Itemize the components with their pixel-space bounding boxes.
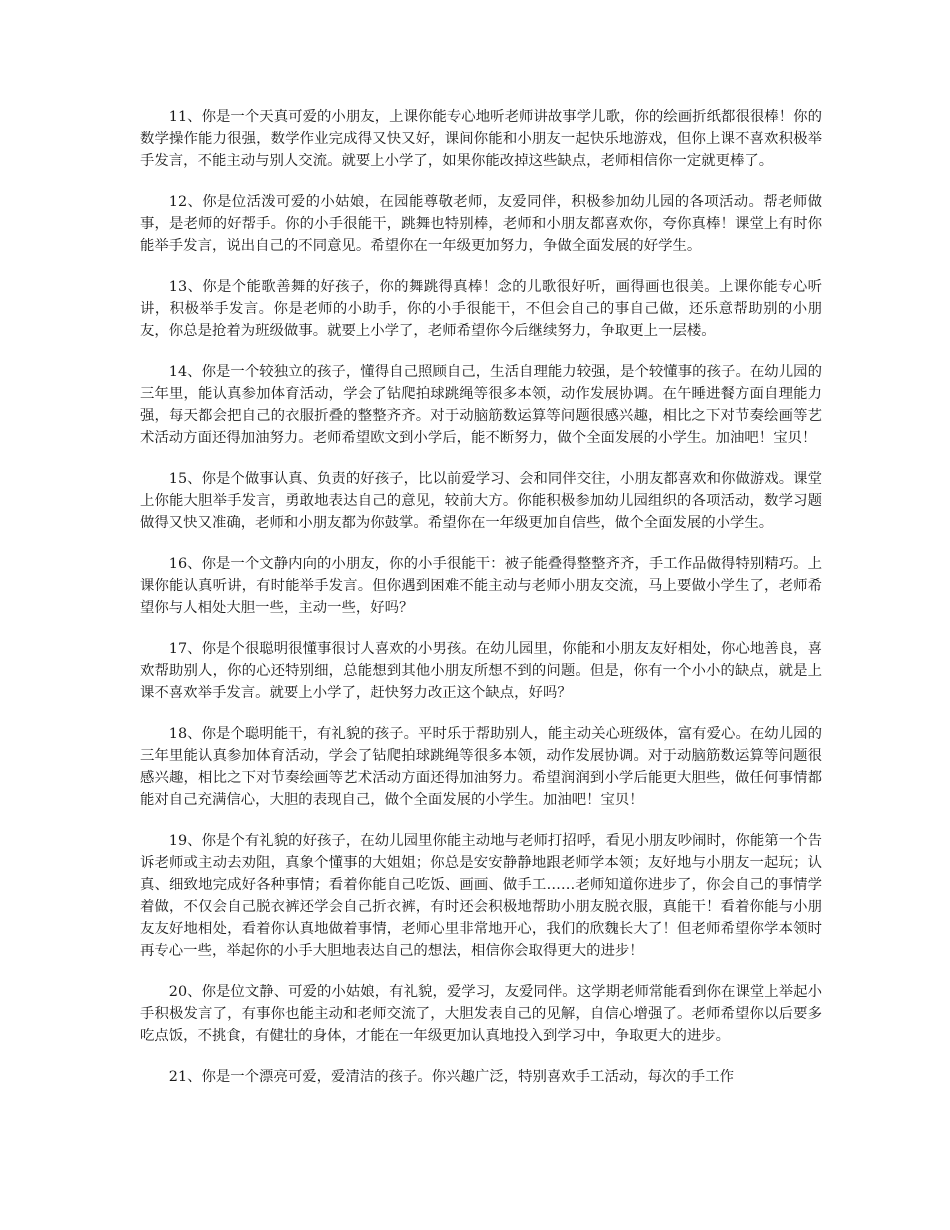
comment-paragraph-18: 18、你是个聪明能干，有礼貌的孩子。平时乐于帮助别人，能主动关心班级体，富有爱心。在幼儿园的三年里能认真参加体育活动，学会了钻爬拍球跳绳等很多本领，动作发展协调。对于动脑筋数运算等问题很感兴趣，相比之下对节奏绘画等艺术活动方面还得加油努力。希望润润到小学后能更大胆些，做任何事情都能对自己充满信心，大胆的表现自己，做个全面发展的小学生。加油吧！宝贝！ bbox=[140, 726, 822, 808]
comment-paragraph-14: 14、你是一个较独立的孩子，懂得自己照顾自己，生活自理能力较强，是个较懂事的孩子。在幼儿园的三年里，能认真参加体育活动，学会了钻爬拍球跳绳等很多本领，动作发展协调。在午睡进餐方面自理能力强，每天都会把自己的衣服折叠的整整齐齐。对于动脑筋数运算等问题很感兴趣，相比之下对节奏绘画等艺术活动方面还得加油努力。老师希望欧文到小学后，能不断努力，做个全面发展的小学生。加油吧！宝贝！ bbox=[140, 364, 822, 446]
comment-paragraph-12: 12、你是位活泼可爱的小姑娘，在园能尊敬老师，友爱同伴，积极参加幼儿园的各项活动。帮老师做事，是老师的好帮手。你的小手很能干，跳舞也特别棒，老师和小朋友都喜欢你，夸你真棒！课堂上有时你能举手发言，说出自己的不同意见。希望你在一年级更加努力，争做全面发展的好学生。 bbox=[140, 194, 822, 254]
comment-paragraph-16: 16、你是一个文静内向的小朋友，你的小手很能干：被子能叠得整整齐齐，手工作品做得特别精巧。上课你能认真听讲，有时能举手发言。但你遇到困难不能主动与老师小朋友交流，马上要做小学生了，老师希望你与人相处大胆一些，主动一些，好吗？ bbox=[140, 556, 822, 616]
comment-paragraph-19: 19、你是个有礼貌的好孩子，在幼儿园里你能主动地与老师打招呼，看见小朋友吵闹时，你能第一个告诉老师或主动去劝阻，真象个懂事的大姐姐；你总是安安静静地跟老师学本领；友好地与小朋友一起玩；认真、细致地完成好各种事情；看着你能自己吃饭、画画、做手工……老师知道你进步了，你会自己的事情学着做，不仅会自己脱衣裤还学会自己折衣裤，有时还会积极地帮助小朋友脱衣服，真能干！看着你能与小朋友友好地相处，看着你认真地做着事情，老师心里非常地开心，我们的欣魏长大了！但老师希望你学本领时再专心一些，举起你的小手大胆地表达自己的想法，相信你会取得更大的进步！ bbox=[140, 833, 822, 959]
comment-paragraph-15: 15、你是个做事认真、负责的好孩子，比以前爱学习、会和同伴交往，小朋友都喜欢和你做游戏。课堂上你能大胆举手发言，勇敢地表达自己的意见，较前大方。你能积极参加幼儿园组织的各项活动，数学习题做得又快又准确，老师和小朋友都为你鼓掌。希望你在一年级更加自信些，做个全面发展的小学生。 bbox=[140, 471, 822, 531]
comment-paragraph-13: 13、你是个能歌善舞的好孩子，你的舞跳得真棒！念的儿歌很好听，画得画也很美。上课你能专心听讲，积极举手发言。你是老师的小助手，你的小手很能干，不但会自己的事自己做，还乐意帮助别的小朋友，你总是抢着为班级做事。就要上小学了，老师希望你今后继续努力，争取更上一层楼。 bbox=[140, 279, 822, 339]
comment-paragraph-21: 21、你是一个漂亮可爱，爱清洁的孩子。你兴趣广泛，特别喜欢手工活动，每次的手工作 bbox=[168, 1069, 734, 1085]
document-page bbox=[140, 106, 822, 1107]
comment-paragraph-20: 20、你是位文静、可爱的小姑娘，有礼貌，爱学习，友爱同伴。这学期老师常能看到你在课堂上举起小手积极发言了，有事你也能主动和老师交流了，大胆发表自己的见解，自信心增强了。老师希望你以后要多吃点饭，不挑食，有健壮的身体，才能在一年级更加认真地投入到学习中，争取更大的进步。 bbox=[140, 984, 822, 1044]
comment-paragraph-17: 17、你是个很聪明很懂事很讨人喜欢的小男孩。在幼儿园里，你能和小朋友友好相处，你心地善良，喜欢帮助别人，你的心还特别细，总能想到其他小朋友所想不到的问题。但是，你有一个小小的缺点，就是上课不喜欢举手发言。就要上小学了，赶快努力改正这个缺点，好吗？ bbox=[140, 641, 822, 701]
comment-paragraph-11: 11、你是一个天真可爱的小朋友，上课你能专心地听老师讲故事学儿歌，你的绘画折纸都很很棒！你的数学操作能力很强，数学作业完成得又快又好，课间你能和小朋友一起快乐地游戏，但你上课不喜欢积极举手发言，不能主动与别人交流。就要上小学了，如果你能改掉这些缺点，老师相信你一定就更棒了。 bbox=[140, 109, 822, 169]
